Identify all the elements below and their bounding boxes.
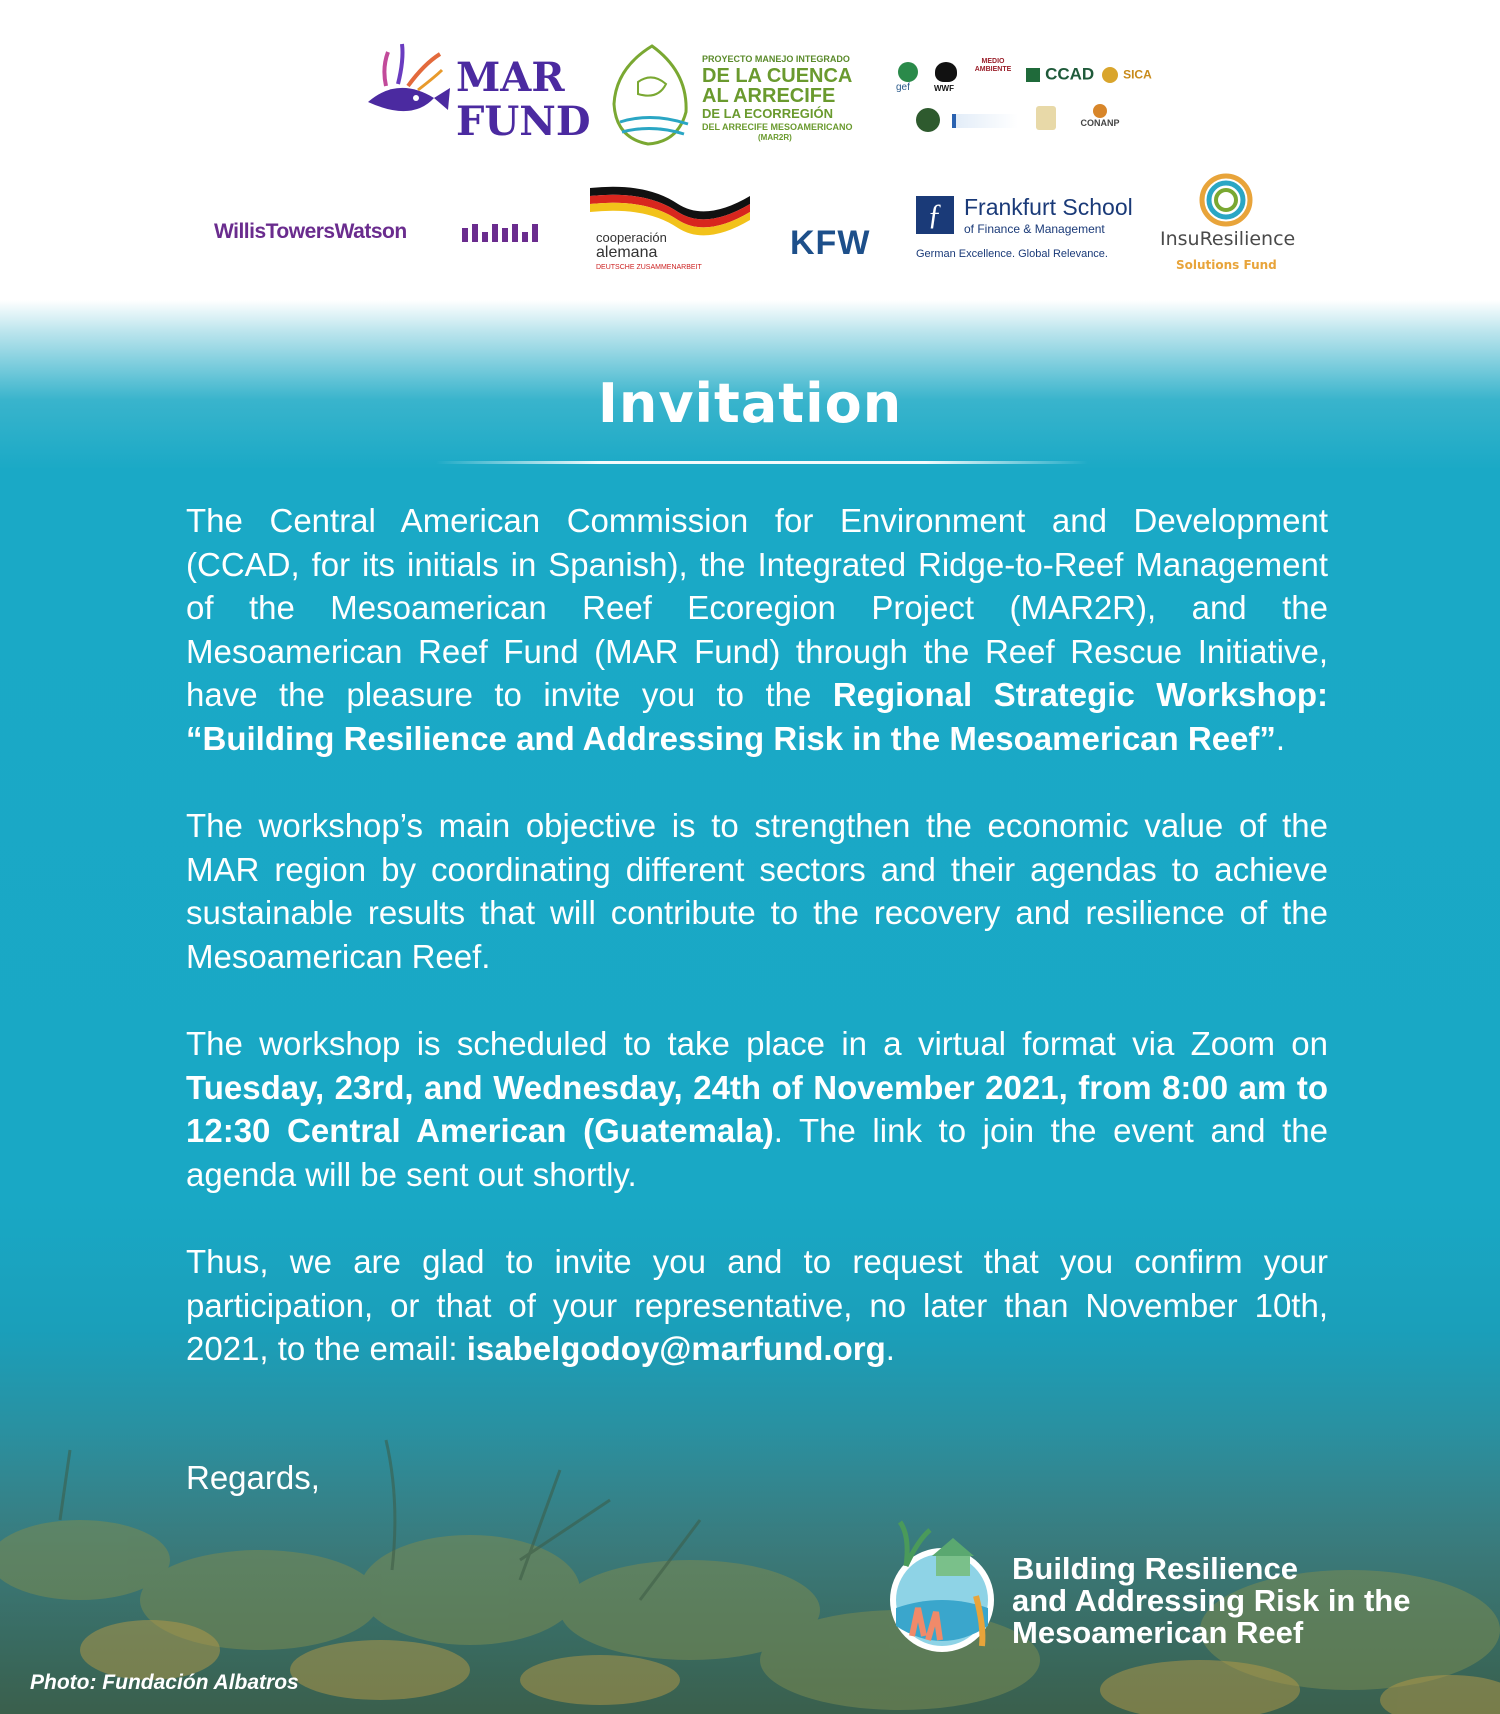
wwf-label: WWF (934, 84, 954, 93)
insuresilience-line1: InsuResilience (1160, 228, 1296, 250)
kfw-label: KFW (790, 224, 871, 262)
medio-ambiente-logo: MEDIO AMBIENTE (974, 58, 1012, 73)
workshop-badge-icon (882, 1516, 1002, 1656)
badge-line1: Building Resilience (1012, 1551, 1298, 1586)
government-logos (892, 56, 1172, 146)
paragraph-3-end: . The link to join the event and the agenda will be sent out shortly. (186, 1112, 1328, 1193)
photo-credit: Photo: Fundación Albatros (30, 1671, 299, 1694)
kfw-logo (790, 224, 880, 264)
marfund-logo-line1: MAR (456, 54, 565, 101)
conanp-logo (1076, 104, 1124, 134)
wwf-logo (932, 62, 960, 92)
giz-line2: alemana (596, 244, 658, 261)
mar2r-line1: PROYECTO MANEJO INTEGRADO (702, 54, 850, 64)
mar2r-line6: (MAR2R) (758, 133, 792, 142)
giz-line3: DEUTSCHE ZUSAMMENARBEIT (596, 264, 702, 271)
guatemala-seal-icon (916, 108, 940, 132)
contact-email-link[interactable]: isabelgodoy@marfund.org (466, 1330, 886, 1368)
title-divider (436, 461, 1088, 464)
workshop-schedule: Tuesday, 23rd, and Wednesday, 24th of November 2021, from 8:00 am to 12:30 Central American (Guatemala) (186, 1068, 1328, 1150)
partner-logos (0, 0, 1500, 300)
frankfurt-line1: Frankfurt School (964, 194, 1133, 220)
paragraph-2: The workshop’s main objective is to strengthen the economic value of the MAR region by coordinating different sectors and their agendas to achieve sustainable results that will contribute to the recovery and resilience of the Mesoamerican Reef. (186, 807, 1328, 975)
paragraph-4-end: . (885, 1330, 895, 1368)
frankfurt-line2: of Finance & Management (964, 222, 1105, 236)
conanp-label: CONANP (1080, 118, 1120, 128)
paragraph-1 (186, 499, 1328, 761)
frankfurt-f-icon: ƒ (916, 196, 954, 234)
paragraph-4 (186, 1240, 1328, 1371)
gobierno-guatemala-logo (952, 114, 1018, 128)
workshop-badge-text (1012, 1553, 1410, 1649)
marfund-logo-line2: FUND (456, 98, 591, 145)
badge-line3: Mesoamerican Reef (1012, 1615, 1304, 1650)
gef-logo (894, 62, 922, 93)
workshop-name: Regional Strategic Workshop: “Building Resilience and Addressing Risk in the Mesoamerican Reef” (186, 676, 1329, 757)
frankfurt-school-logo (914, 194, 1133, 264)
invitation-body (186, 499, 1328, 1414)
ccad-label: CCAD (1045, 64, 1095, 84)
insuresilience-line2: Solutions Fund (1176, 258, 1277, 272)
mar2r-line5: DEL ARRECIFE MESOAMERICANO (702, 122, 853, 132)
frankfurt-line3: German Excellence. Global Relevance. (916, 248, 1108, 260)
paragraph-3 (186, 1022, 1328, 1196)
marfund-logo (358, 40, 591, 150)
sica-label: SICA (1123, 67, 1152, 82)
cooperacion-alemana-logo (586, 182, 758, 278)
insuresilience-logo (1158, 170, 1298, 278)
paragraph-4-text: Thus, we are glad to invite you and to request that you confirm your participation, or that of your representative, no later than November 10th, 2021, to the email: (186, 1243, 1328, 1368)
wtw-label: WillisTowersWatson (214, 220, 407, 243)
honduras-seal-icon (1036, 106, 1056, 130)
paragraph-1-text: The Central American Commission for Environment and Development (CCAD, for its initials in Spanish), the Integrated Ridge-to-Reef Management of the Mesoamerican Reef Ecoregion Project (MAR2R), and the Mesoamerican Reef Fund (MAR Fund) through the Reef Rescue Initiative, have the pleasure to invite you to the (186, 502, 1328, 714)
mar2r-line4: DE LA ECORREGIÓN (702, 106, 833, 121)
mar2r-line3: AL ARRECIFE (702, 85, 836, 107)
mar2r-logo (608, 42, 864, 148)
paragraph-3-text: The workshop is scheduled to take place in a virtual format via Zoom on (186, 1025, 1328, 1063)
wtw-mark-icon (462, 222, 546, 244)
regards-text: Regards, (186, 1459, 320, 1496)
ccad-logo (1026, 64, 1098, 84)
page-title: Invitation (597, 372, 903, 435)
insuresilience-swirl-icon (1196, 170, 1256, 230)
willis-towers-watson-logo (214, 220, 554, 250)
paragraph-1-end: . (1275, 719, 1286, 757)
gef-label: gef (896, 82, 910, 93)
badge-line2: and Addressing Risk in the (1012, 1583, 1411, 1618)
mar2r-line2: DE LA CUENCA (702, 65, 853, 87)
sica-logo (1102, 64, 1162, 86)
giz-line1: cooperación (596, 230, 667, 245)
